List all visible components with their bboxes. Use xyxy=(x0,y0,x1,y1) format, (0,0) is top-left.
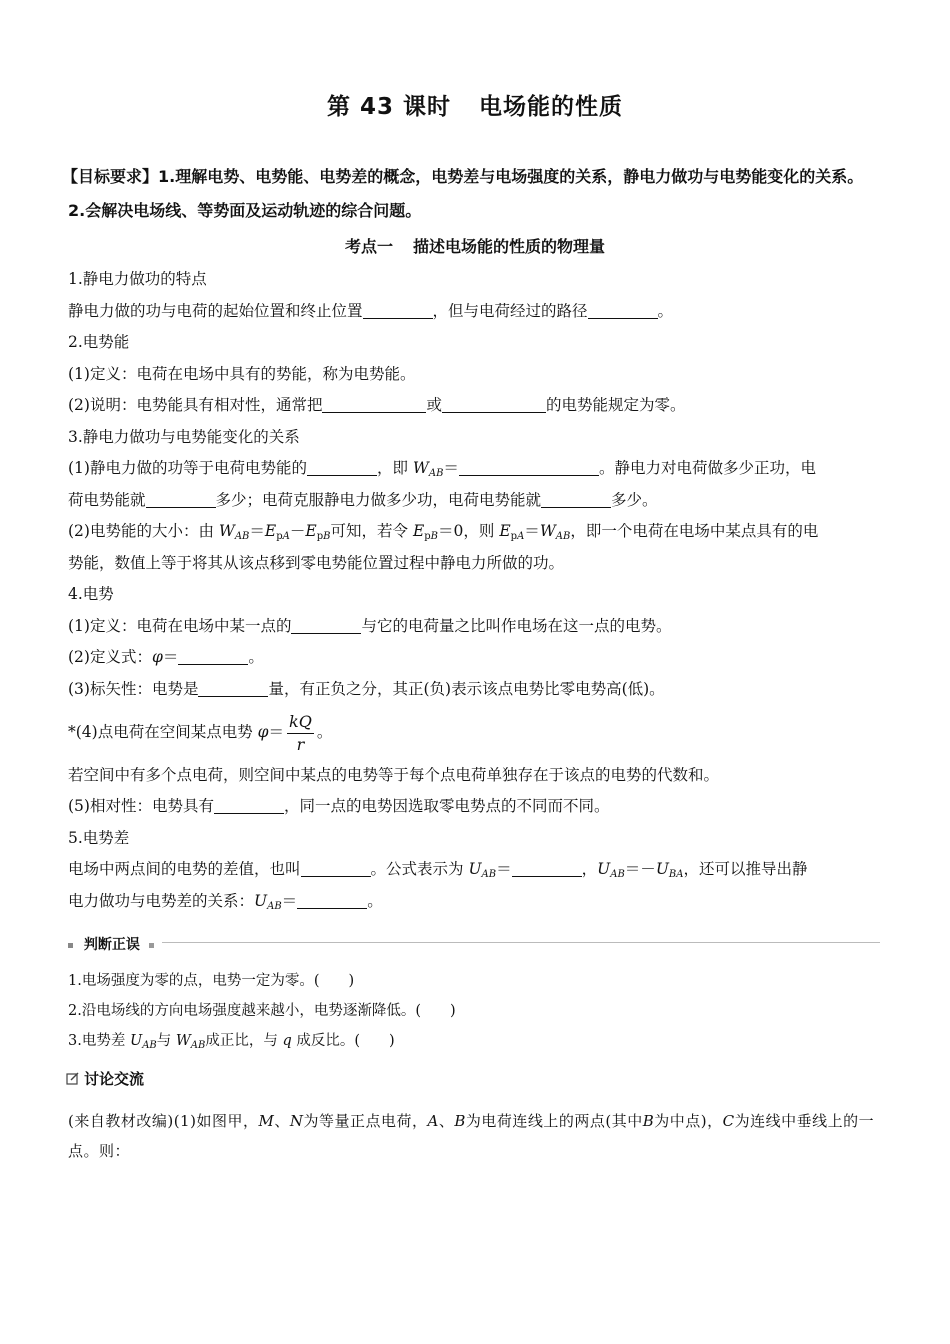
point-charge-potential: *(4)点电荷在空间某点电势 φ＝ $\frac{kQ}{r}$ 。 xyxy=(68,711,333,754)
fill-blank xyxy=(178,647,248,665)
section-title: 描述电场能的性质的物理量 xyxy=(413,237,606,256)
judge-item-2: 2.沿电场线的方向电场强度越来越小，电势逐渐降低。( ) xyxy=(68,1003,456,1019)
fill-blank xyxy=(291,616,361,634)
discussion-paragraph: (来自教材改编)(1)如图甲，M、N为等量正点电荷，A、B为电荷连线上的两点(其中B为中点)，C为连线中垂线上的一点。则： xyxy=(68,1112,875,1160)
fill-blank xyxy=(301,859,371,877)
discussion-header xyxy=(66,1068,144,1089)
fill-blank xyxy=(214,796,284,814)
judge-section-header xyxy=(68,934,880,952)
content-body xyxy=(68,264,880,917)
superposition-text: 若空间中有多个点电荷，则空间中某点的电势等于每个点电荷单独存在于该点的电势的代数和。 xyxy=(68,765,720,784)
fraction-kq-over-r: $\frac{kQ}{r}$ xyxy=(289,711,312,754)
fill-blank xyxy=(198,679,268,697)
potential-formula: (2)定义式：φ＝ 。 xyxy=(68,648,264,666)
fill-blank xyxy=(442,395,546,413)
judge-item-3: 3.电势差 $U_{AB}$与 $W_{AB}$成正比，与 q 成反比。( ) xyxy=(68,1033,395,1051)
work-energy-line-3: (2)电势能的大小：由 $W_{AB}=E_{pA}-E_{pB}$可知，若令 $E_{pB}=0$，则 $E_{pA}=W_{AB}$，即一个电荷在电场中某点具有的电 xyxy=(68,522,819,542)
potential-scalar: (3)标矢性：电势是 量，有正负之分，其正(负)表示该点电势比零电势高(低)。 xyxy=(68,679,665,698)
lesson-number: 第 43 课时 xyxy=(326,94,452,120)
potential-difference-line-1: 电场中两点间的电势的差值，也叫 。公式表示为 $U_{AB}=$ ，$U_{AB}=-U_{BA}$，还可以推导出静 xyxy=(68,860,808,880)
fill-blank xyxy=(322,395,426,413)
goals-label: 【目标要求】 xyxy=(62,167,159,186)
bullet-square-icon xyxy=(149,943,154,948)
fill-blank xyxy=(459,458,599,476)
fill-blank xyxy=(512,859,582,877)
discussion-label: 讨论交流 xyxy=(84,1070,145,1088)
divider xyxy=(162,942,880,943)
fill-blank xyxy=(297,891,367,909)
fill-blank xyxy=(146,490,216,508)
heading-work-energy-relation: 3.静电力做功与电势能变化的关系 xyxy=(68,427,300,446)
heading-potential-energy: 2.电势能 xyxy=(68,333,130,351)
work-energy-line-4: 势能，数值上等于将其从该点移到零电势能位置过程中静电力所做的功。 xyxy=(68,553,565,572)
section-heading xyxy=(0,234,950,257)
learning-goals xyxy=(62,160,878,228)
fill-blank xyxy=(588,301,658,319)
potential-energy-definition: (1)定义：电荷在电场中具有的势能，称为电势能。 xyxy=(68,364,416,383)
fill-blank xyxy=(541,490,611,508)
fill-blank xyxy=(307,458,377,476)
fill-blank xyxy=(363,301,433,319)
judge-item-1: 1.电场强度为零的点，电势一定为零。( ) xyxy=(68,973,355,989)
work-energy-line-2: 荷电势能就 多少；电荷克服静电力做多少功，电荷电势能就 多少。 xyxy=(68,490,658,509)
heading-potential: 4.电势 xyxy=(68,585,114,603)
judge-items xyxy=(68,966,880,1056)
heading-work-features: 1.静电力做功的特点 xyxy=(68,270,207,288)
section-number: 考点一 xyxy=(344,237,393,256)
potential-energy-explanation: (2)说明：电势能具有相对性，通常把 或 的电势能规定为零。 xyxy=(68,396,686,414)
lesson-topic: 电场能的性质 xyxy=(479,94,624,120)
goals-text: 1.理解电势、电势能、电势差的概念，电势差与电场强度的关系，静电力做功与电势能变化的关系。2.会解决电场线、等势面及运动轨迹的综合问题。 xyxy=(68,167,864,220)
edit-checkbox-icon xyxy=(66,1072,80,1086)
heading-potential-difference: 5.电势差 xyxy=(68,828,130,847)
potential-definition: (1)定义：电荷在电场中某一点的 与它的电荷量之比叫作电场在这一点的电势。 xyxy=(68,616,672,635)
potential-relativity: (5)相对性：电势具有 ，同一点的电势因选取零电势点的不同而不同。 xyxy=(68,797,610,815)
potential-difference-line-2: 电力做功与电势差的关系：$U_{AB}=$ 。 xyxy=(68,891,383,912)
work-features-line: 静电力做的功与电荷的起始位置和终止位置 ，但与电荷经过的路径 。 xyxy=(68,301,674,320)
judge-label: 判断正误 xyxy=(83,937,140,953)
work-energy-line-1: (1)静电力做的功等于电荷电势能的 ，即 $W_{AB}=$ 。静电力对电荷做多少正功，电 xyxy=(68,459,816,479)
bullet-square-icon xyxy=(68,943,73,948)
page-title xyxy=(0,88,950,121)
